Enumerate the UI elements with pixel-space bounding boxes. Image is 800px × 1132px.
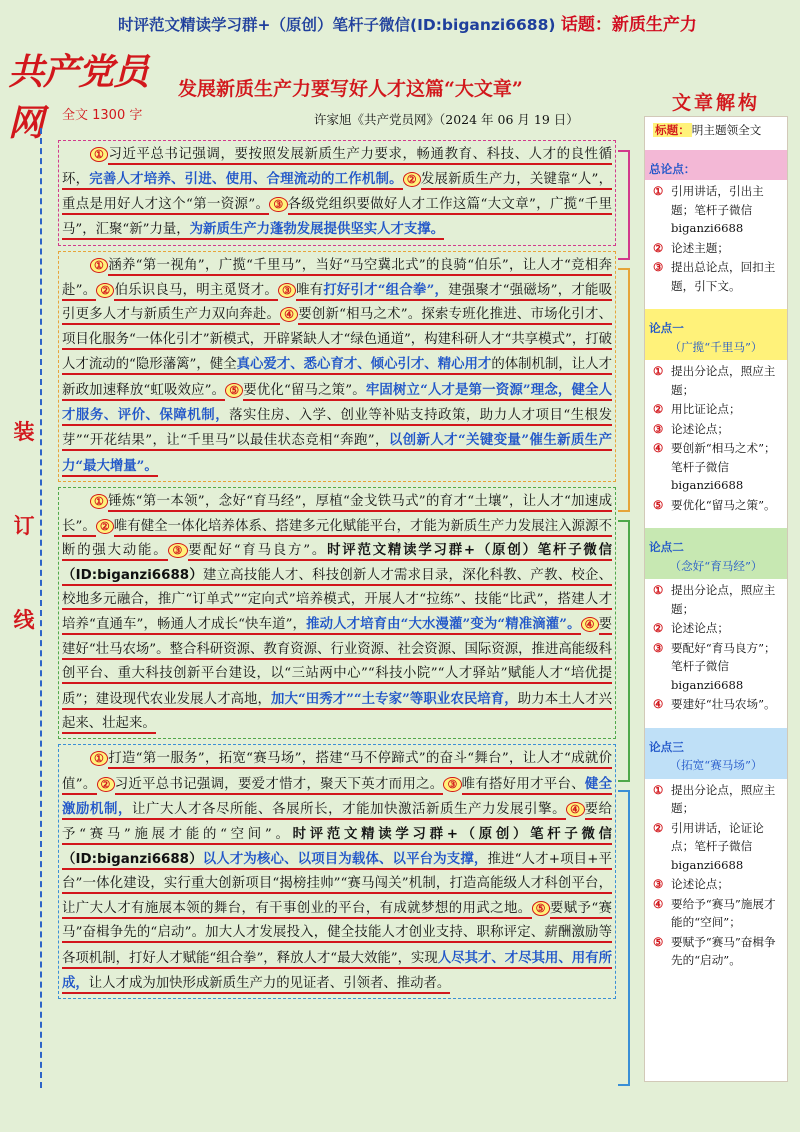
structure-item-number: ⑤ <box>653 497 664 512</box>
structure-item-text: 要创新“相马之术”；笔杆子微信 biganzi6688 <box>671 441 776 492</box>
binding-char: 线 <box>13 608 35 632</box>
structure-item-number: ③ <box>653 640 664 655</box>
section-subheading: （念好“育马经”） <box>669 558 763 573</box>
structure-item-text: 要给予“赛马”施展才能的“空间”； <box>671 896 776 929</box>
structure-item <box>653 400 779 419</box>
section-heading: 总论点： <box>649 161 696 176</box>
text-run: 推进“人才+项目+平台”一体化建设，实行重大创新项目“揭榜挂帅”“赛马闯关”机制，打造高能级人才科创平台，让广大人才有施展本领的舞台，有干事创业的平台，有成就梦想的用武之地。 <box>62 852 612 919</box>
structure-item <box>653 895 779 932</box>
structure-item-text: 提出分论点，照应主题； <box>671 364 776 397</box>
sentence-number: ② <box>96 283 114 298</box>
structure-item <box>653 581 779 618</box>
text-run: 落实住房、入学、创业等补贴支持政策，助力人才项目“生根发芽”“开花结果”，让“千里马”以最佳状态竞相“奔跑”， <box>62 408 612 451</box>
structure-item-text: 用比证论点； <box>671 402 741 416</box>
structure-item <box>653 362 779 399</box>
structure-item-number: ④ <box>653 896 664 911</box>
text-run: 打好引才“组合拳”， <box>323 282 448 301</box>
text-run: 各级党组织要做好人才工作这篇“大文章”，广揽“千里马”，汇聚“新”力量， <box>62 197 612 240</box>
sentence-number: ① <box>90 751 108 766</box>
binding-label <box>10 416 38 698</box>
structure-item-number: ⑤ <box>653 934 664 949</box>
text-run: 推动人才培育由“大水漫灌”变为“精准滴灌”。 <box>306 616 581 635</box>
structure-item-number: ① <box>653 782 664 797</box>
text-run: 伯乐识良马，明主觅贤才。 <box>114 283 278 301</box>
text-run: 健全激励机制， <box>62 776 612 820</box>
sentence-number: ① <box>90 258 108 273</box>
title-tag: 标题： <box>655 123 690 137</box>
structure-item-text: 要建好“壮马农场”。 <box>671 697 776 711</box>
title-tag-text: 明主题领全文 <box>691 123 762 137</box>
text-run: 以创新人才“关键变量”催生新质生产力“最大增量”。 <box>62 432 612 476</box>
structure-item-number: ③ <box>653 260 664 274</box>
text-run: 为新质生产力蓬勃发展提供坚实人才支撑。 <box>190 221 444 240</box>
sentence-number: ③ <box>269 197 287 212</box>
text-run: 唯有 <box>296 283 323 301</box>
paragraph-text <box>62 490 612 736</box>
sentence-number: ② <box>97 777 115 792</box>
text-run: 的体制机制，让人才新政加速释放“虹吸效应”。 <box>62 357 612 400</box>
structure-item <box>653 258 779 295</box>
structure-item-text: 论述论点； <box>671 421 729 436</box>
sentence-number: ② <box>96 519 114 534</box>
structure-item-number: ① <box>653 364 664 378</box>
structure-item <box>653 619 779 638</box>
text-run: 助力本土人才兴起来、壮起来。 <box>62 692 612 734</box>
bracket-point-three <box>618 790 630 1086</box>
structure-item <box>653 819 779 875</box>
structure-item-text: 要配好“育马良方”；笔杆子微信 biganzi6688 <box>671 640 776 692</box>
structure-item-number: ③ <box>653 421 664 436</box>
structure-item <box>653 496 779 515</box>
paragraph-point-one <box>58 251 616 483</box>
structure-item <box>653 420 779 439</box>
structure-item <box>653 875 779 894</box>
structure-item-text: 引用讲话，论证论点；笔杆子微信 biganzi6688 <box>671 820 764 872</box>
section-heading: 论点二 <box>649 540 684 554</box>
text-run: 唯有健全一体化培养体系、搭建多元化赋能平台，才能为新质生产力发展注入源源不断的强大动能。 <box>62 519 612 561</box>
paragraph-text <box>62 143 612 243</box>
section-heading-band <box>645 150 787 181</box>
text-run: 牢固树立“人才是第一资源”理念，健全人才服务、评价、保障机制， <box>62 382 612 426</box>
structure-title: 文章解构 <box>671 92 760 114</box>
structure-item <box>653 439 779 495</box>
text-run: 习近平总书记强调，要爱才惜才，聚天下英才而用之。 <box>115 777 444 795</box>
text-run: 涵养“第一视角”，广揽“千里马”，当好“马空冀北式”的良骑“伯乐”，让人才“竞相奔赴”。 <box>62 258 612 301</box>
paragraph-text <box>62 747 612 996</box>
paragraph-point-three <box>58 744 616 999</box>
structure-section <box>649 150 779 296</box>
text-run: 人尽其才、才尽其用、用有所成， <box>62 950 612 994</box>
article-body <box>58 140 616 1004</box>
structure-item-text: 提出分论点，照应主题； <box>671 583 776 616</box>
text-run: 要建好“壮马农场”。整合科研资源、教育资源、行业资源、社会资源、国际资源，推进高能级科创平台、重大科技创新平台建设，以“三站两中心”“科技小院”“人才驿站”赋能人才“培优提质”；建设现代农业发展人才高地， <box>62 617 612 709</box>
text-run: 唯有搭好用才平台、 <box>462 777 585 795</box>
text-run: 让广大人才各尽所能、各展所长，才能加快激活新质生产力发展引擎。 <box>132 802 566 820</box>
structure-item-text: 提出分论点，照应主题； <box>671 782 776 815</box>
article-title: 发展新质生产力要写好人才这篇“大文章” <box>178 78 523 100</box>
text-run: 以人才为核心、以项目为载体、以平台为支撑， <box>203 851 488 870</box>
structure-item-number: ① <box>653 184 664 198</box>
text-run: 要赋予“赛马”奋楫争先的“启动”。加大人才发展投入，健全技能人才创业支持、职称评定、薪酬激励等各项机制，打好人才赋能“组合拳”，释放人才“最大效能”，实现 <box>62 901 612 969</box>
text-run: 要创新“相马之术”。探索专班化推进、市场化引才、项目化服务“一体化引才”新模式，开辟紧缺人才“绿色通道”，构建科研人才“共享模式”，打破人才流动的“隐形藩篱”，健全 <box>62 307 612 375</box>
bracket-point-one <box>618 268 630 512</box>
sentence-number: ③ <box>443 777 461 792</box>
structure-item-text: 论述论点； <box>671 621 729 635</box>
binding-char: 订 <box>13 514 35 538</box>
text-run: 习近平总书记强调，要按照发展新质生产力要求，畅通教育、科技、人才的良性循环， <box>62 147 612 190</box>
sentence-number: ① <box>90 147 108 162</box>
text-run: 要给予“赛马”施展才能的“空间”。 <box>62 802 612 844</box>
section-heading-band <box>645 309 787 360</box>
title-note <box>653 121 779 140</box>
structure-item <box>653 781 779 818</box>
structure-panel <box>644 116 788 1082</box>
text-run: 建强聚才“强磁场”，才能吸引更多人才与新质生产力双向奔赴。 <box>62 283 612 325</box>
paragraph-text <box>62 254 612 480</box>
text-run: 发展新质生产力，关键靠“人”，重点是用好人才这个“第一资源”。 <box>62 172 612 214</box>
text-run: 时评范文精读学习群+（原创）笔杆子微信（ID:biganzi6688） <box>62 543 612 585</box>
structure-item-text: 提出总论点，回扣主题，引下文。 <box>671 260 776 293</box>
text-run: 打造“第一服务”，拓宽“赛马场”，搭建“马不停蹄式”的奋斗“舞台”，让人才“成就价值”。 <box>62 751 612 794</box>
text-run: 真心爱才、悉心育才、倾心引才、精心用才 <box>237 356 492 375</box>
structure-item-number: ① <box>653 583 664 597</box>
sentence-number: ③ <box>168 543 188 558</box>
text-run: 锤炼“第一本领”，念好“育马经”，厚植“金戈铁马式”的育才“土壤”，让人才“加速成长”。 <box>62 494 612 536</box>
paragraph-intro <box>58 140 616 246</box>
structure-item-text: 引用讲话，引出主题；笔杆子微信 biganzi6688 <box>671 184 764 235</box>
sentence-number: ④ <box>566 802 584 817</box>
structure-item <box>653 182 779 238</box>
bracket-point-two <box>618 520 630 782</box>
word-count: 全文 1300 字 <box>62 108 143 123</box>
sentence-number: ⑤ <box>532 901 550 916</box>
bracket-intro <box>618 150 630 260</box>
text-run: 要配好“育马良方”。 <box>188 543 327 561</box>
structure-item-text: 要优化“留马之策”。 <box>671 497 776 512</box>
sentence-number: ③ <box>278 283 296 298</box>
text-run: 完善人才培养、引进、使用、合理流动的工作机制。 <box>89 171 403 190</box>
structure-section <box>649 528 779 714</box>
section-heading: 论点三 <box>649 739 684 754</box>
structure-item-text: 论述主题； <box>671 240 729 255</box>
structure-item-number: ④ <box>653 441 664 455</box>
binding-char: 装 <box>13 420 35 444</box>
section-subheading: （广揽“千里马”） <box>669 339 763 354</box>
section-heading: 论点一 <box>649 321 684 335</box>
section-subheading: （拓宽“赛马场”） <box>669 758 763 772</box>
structure-item <box>653 239 779 258</box>
structure-item-number: ② <box>653 621 664 635</box>
structure-item-number: ② <box>653 820 664 835</box>
structure-item-number: ② <box>653 402 664 416</box>
sentence-number: ④ <box>280 307 298 322</box>
binding-cut-line <box>40 128 42 1088</box>
site-logo: 共产党员网 <box>8 51 149 144</box>
structure-section <box>649 309 779 514</box>
paragraph-point-two <box>58 487 616 739</box>
text-run: 要优化“留马之策”。 <box>243 383 366 401</box>
structure-sections <box>649 150 779 970</box>
structure-item-text: 论述论点； <box>671 877 729 891</box>
sentence-number: ② <box>403 172 421 187</box>
sentence-number: ④ <box>581 617 599 632</box>
text-run: 加大“田秀才”“土专家”等职业农民培育， <box>271 691 518 710</box>
structure-item-number: ④ <box>653 697 664 711</box>
structure-item-number: ③ <box>653 877 664 891</box>
text-run: 让人才成为加快形成新质生产力的见证者、引领者、推动者。 <box>89 976 451 994</box>
text-run: 时评范文精读学习群+（原创）笔杆子微信（ID:biganzi6688） <box>62 827 612 870</box>
structure-section <box>649 728 779 970</box>
structure-item <box>653 933 779 970</box>
section-heading-band <box>645 528 787 579</box>
article-byline: 许家旭《共产党员网》（2024 年 06 月 19 日） <box>314 112 579 127</box>
promo-text: 时评范文精读学习群+（原创）笔杆子微信(ID:biganzi6688) <box>118 16 556 34</box>
structure-item <box>653 695 779 714</box>
sentence-number: ① <box>90 494 108 509</box>
structure-item-number: ② <box>653 240 664 255</box>
section-heading-band <box>645 728 787 779</box>
structure-item-text: 要赋予“赛马”奋楫争先的“启动”。 <box>671 934 776 967</box>
text-run: 建立高技能人才、科技创新人才需求目录，深化科教、产教、校企、校地多元融合，推广“订单式”“定向式”培养模式，开展人才“拉练”、技能“比武”，搭建人才培养“直通车”，畅通人才成长“快车道”， <box>62 568 612 636</box>
sentence-number: ⑤ <box>225 383 243 398</box>
header-promo-line <box>118 10 798 40</box>
topic-label: 话题：新质生产力 <box>560 15 697 35</box>
structure-item <box>653 639 779 695</box>
